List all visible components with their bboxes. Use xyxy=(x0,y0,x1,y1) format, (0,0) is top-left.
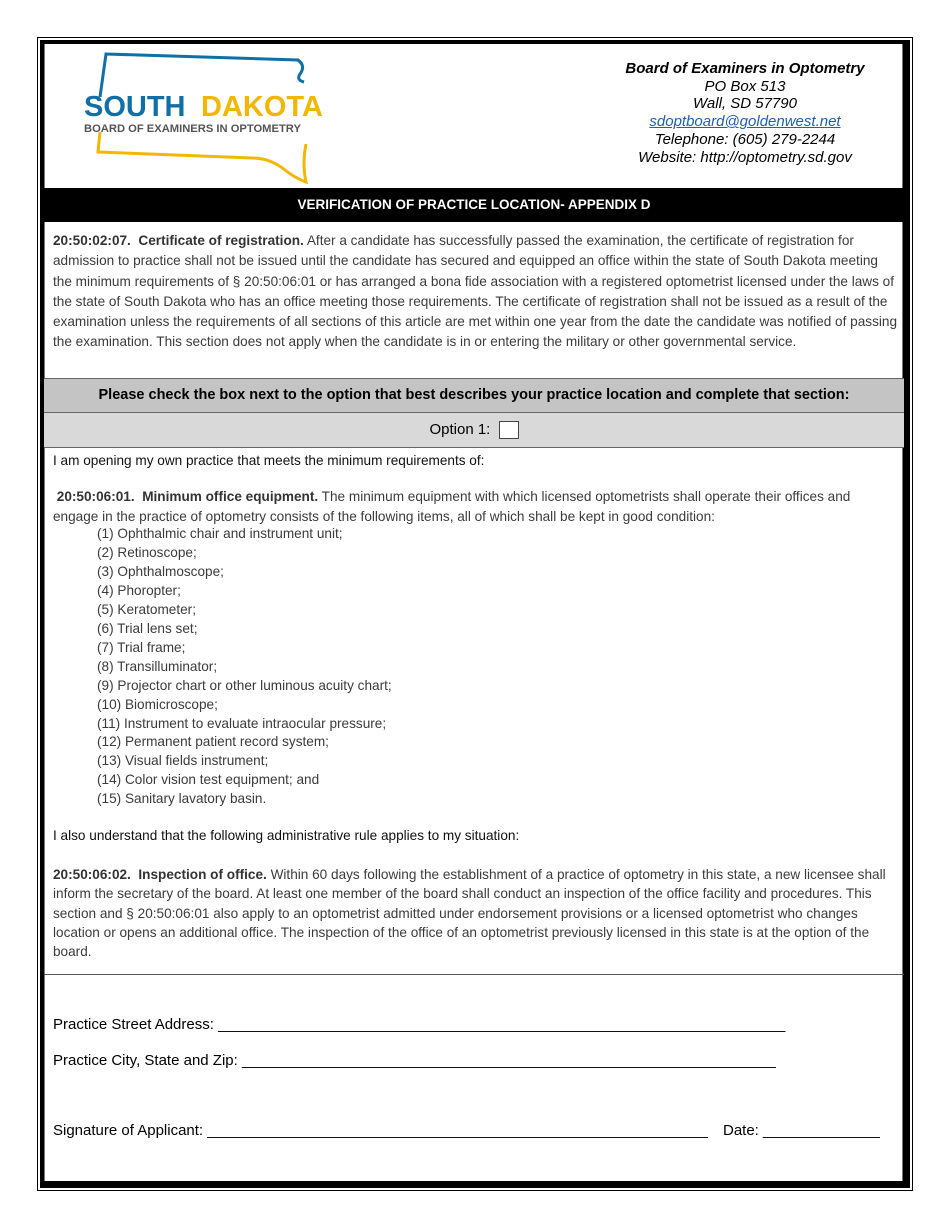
equipment-text: The minimum equipment with which licensed optometrists shall operate their offices and engage in the practice of optometry consists of the following items, all of which shall be kept in good condition: xyxy=(53,489,851,525)
logo-subtitle-text: BOARD OF EXAMINERS IN OPTOMETRY xyxy=(84,123,301,135)
list-item: (8) Transilluminator; xyxy=(97,658,218,674)
certificate-rule-paragraph xyxy=(53,231,898,353)
list-item: (4) Phoropter; xyxy=(97,582,181,598)
list-item: (10) Biomicroscope; xyxy=(97,696,218,712)
telephone: Telephone: (605) 279-2244 xyxy=(654,130,836,148)
south-dakota-logo xyxy=(80,52,345,184)
rule-text: After a candidate has successfully passed the examination, the certificate of registration for admission to practice shall not be issued until the candidate has secured and equipped an office within the state of South Dakota meeting the minimum requirements of § 20:50:06:01 or has arranged a bona fide association with a registered optometrist licensed under the laws of the state of South Dakota who has an office meeting those requirements. The certificate of registration shall not be issued as a result of the examination unless the requirements of all sections of this article are met within one year from the date the candidate was notified of passing the examination. This section does not apply when the candidate is in or entering the military or other governmental service. xyxy=(53,233,898,350)
street-address-field[interactable]: Practice Street Address: ____________________________________________________________________ xyxy=(53,1016,786,1033)
email-link[interactable]: sdoptboard@goldenwest.net xyxy=(649,113,841,131)
option-1-checkbox[interactable] xyxy=(499,421,519,439)
form-title: VERIFICATION OF PRACTICE LOCATION- APPENDIX D xyxy=(44,188,904,222)
option-1-row xyxy=(44,413,904,448)
list-item: (9) Projector chart or other luminous acuity chart; xyxy=(97,677,392,693)
equipment-heading: Minimum office equipment. xyxy=(142,489,319,504)
instruction-bar: Please check the box next to the option that best describes your practice location and complete that section: xyxy=(44,378,904,413)
date-field[interactable]: Date: ______________ xyxy=(723,1122,880,1139)
equipment-list xyxy=(97,525,392,809)
option-1-label: Option 1: xyxy=(429,421,491,438)
signature-field[interactable]: Signature of Applicant: ____________________________________________________________ xyxy=(53,1122,708,1139)
po-box: PO Box 513 xyxy=(704,77,786,95)
city-state-zip: Wall, SD 57790 xyxy=(693,95,797,113)
list-item: (2) Retinoscope; xyxy=(97,544,197,560)
understand-statement: I also understand that the following administrative rule applies to my situation: xyxy=(53,828,520,843)
equipment-code: 20:50:06:01. xyxy=(56,489,135,504)
list-item: (1) Ophthalmic chair and instrument unit; xyxy=(97,526,343,541)
logo-dakota-text: DAKOTA xyxy=(201,91,323,123)
list-item: (13) Visual fields instrument; xyxy=(97,753,269,769)
opening-statement: I am opening my own practice that meets the minimum requirements of: xyxy=(53,453,485,468)
board-name: Board of Examiners in Optometry xyxy=(625,60,865,77)
website: Website: http://optometry.sd.gov xyxy=(638,148,852,166)
list-item: (3) Ophthalmoscope; xyxy=(97,563,224,579)
list-item: (12) Permanent patient record system; xyxy=(97,734,329,750)
list-item: (5) Keratometer; xyxy=(97,601,196,617)
section-divider xyxy=(44,974,904,975)
city-state-zip-field[interactable]: Practice City, State and Zip: ________________________________________________________________ xyxy=(53,1052,776,1069)
list-item: (11) Instrument to evaluate intraocular pressure; xyxy=(97,715,387,731)
logo-south-text: SOUTH xyxy=(84,91,186,123)
list-item: (6) Trial lens set; xyxy=(97,620,198,636)
rule-code: 20:50:02:07. xyxy=(53,233,131,248)
list-item: (7) Trial frame; xyxy=(97,639,186,655)
inspection-heading: Inspection of office. xyxy=(138,867,267,882)
state-outline-bottom xyxy=(98,132,306,182)
rule-heading: Certificate of registration. xyxy=(138,233,304,248)
inspection-rule-paragraph xyxy=(53,865,898,961)
equipment-rule-paragraph xyxy=(53,487,898,528)
contact-block xyxy=(590,60,900,166)
list-item: (14) Color vision test equipment; and xyxy=(97,772,320,788)
inspection-code: 20:50:06:02. xyxy=(53,867,131,882)
inspection-text: Within 60 days following the establishment of a practice of optometry in this state, a new licensee shall inform the secretary of the board. At least one member of the board shall conduct an inspection of the office facility and procedures. This section and § 20:50:06:01 also apply to an optometrist admitted under endorsement provisions or a licensed optometrist who changes location or opens an additional office. The inspection of the office of an optometrist previously licensed in this state is at the option of the board. xyxy=(53,867,886,960)
list-item: (15) Sanitary lavatory basin. xyxy=(97,791,267,807)
